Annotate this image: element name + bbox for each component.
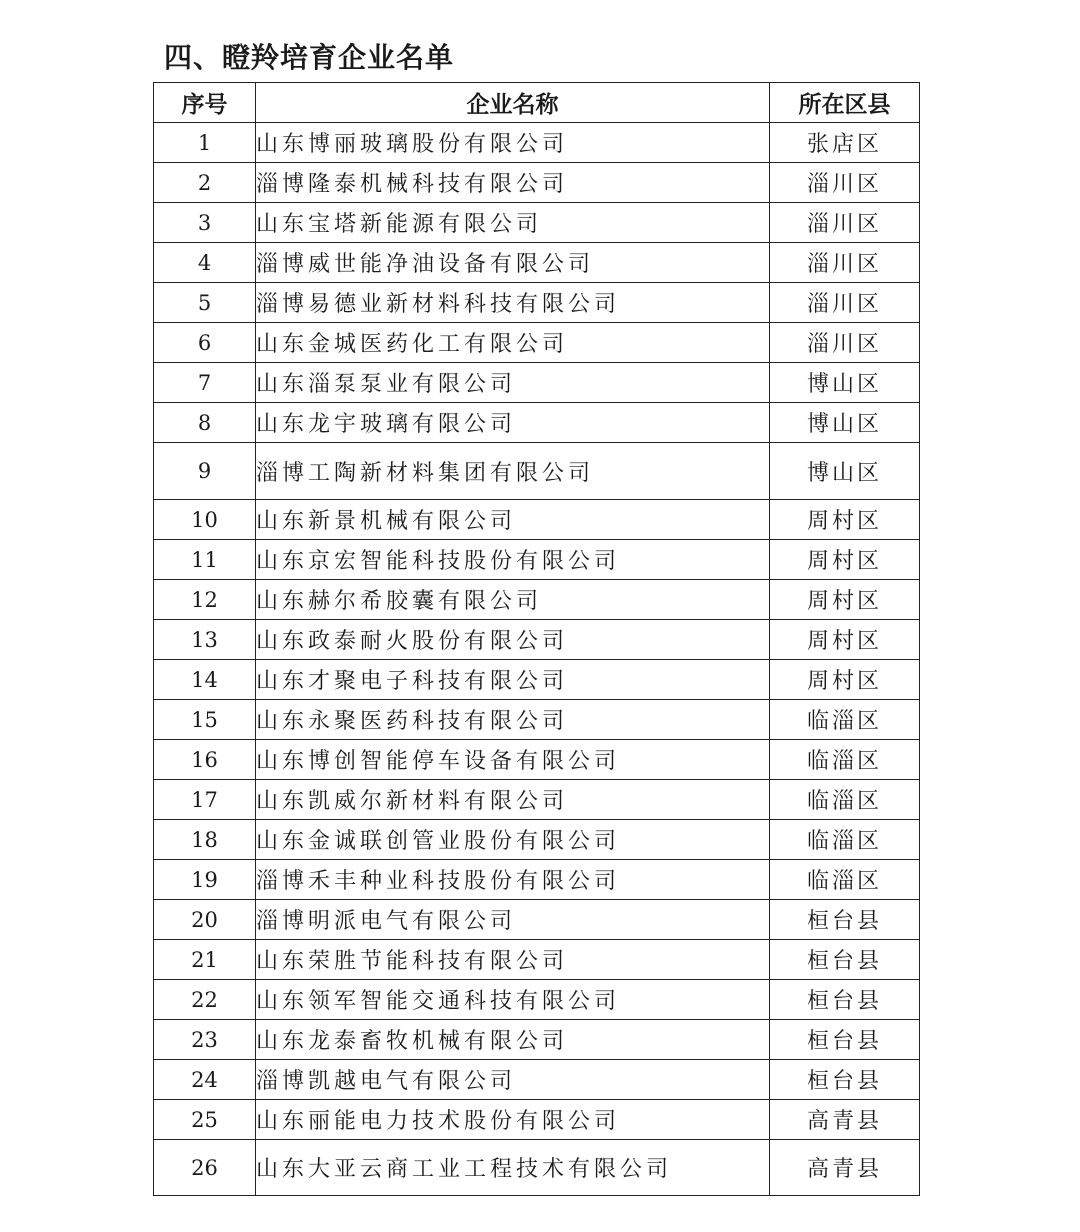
row-district: 淄川区	[770, 243, 920, 283]
table-row	[154, 860, 920, 900]
row-company-name: 山东才聚电子科技有限公司	[256, 660, 770, 700]
row-company-name: 山东大亚云商工业工程技术有限公司	[256, 1140, 770, 1196]
row-index: 20	[154, 900, 256, 940]
row-index: 7	[154, 363, 256, 403]
row-district: 张店区	[770, 123, 920, 163]
enterprise-table	[153, 82, 920, 1196]
row-district: 桓台县	[770, 900, 920, 940]
row-district: 桓台县	[770, 1020, 920, 1060]
row-district: 桓台县	[770, 980, 920, 1020]
row-index: 4	[154, 243, 256, 283]
table-row	[154, 283, 920, 323]
row-index: 3	[154, 203, 256, 243]
table-row	[154, 243, 920, 283]
row-company-name: 山东凯威尔新材料有限公司	[256, 780, 770, 820]
row-district: 博山区	[770, 443, 920, 500]
header-district: 所在区县	[770, 83, 920, 123]
table-row	[154, 1060, 920, 1100]
table-body	[154, 123, 920, 1196]
row-company-name: 山东荣胜节能科技有限公司	[256, 940, 770, 980]
row-district: 高青县	[770, 1140, 920, 1196]
table-row	[154, 660, 920, 700]
table-row	[154, 940, 920, 980]
row-index: 23	[154, 1020, 256, 1060]
table-row	[154, 1100, 920, 1140]
row-district: 淄川区	[770, 163, 920, 203]
row-index: 17	[154, 780, 256, 820]
row-company-name: 山东京宏智能科技股份有限公司	[256, 540, 770, 580]
row-company-name: 山东丽能电力技术股份有限公司	[256, 1100, 770, 1140]
row-index: 21	[154, 940, 256, 980]
page-title: 四、瞪羚培育企业名单	[164, 41, 455, 74]
row-company-name: 淄博威世能净油设备有限公司	[256, 243, 770, 283]
row-company-name: 山东永聚医药科技有限公司	[256, 700, 770, 740]
row-district: 周村区	[770, 500, 920, 540]
table-row	[154, 820, 920, 860]
row-index: 5	[154, 283, 256, 323]
row-district: 桓台县	[770, 940, 920, 980]
row-company-name: 山东龙宇玻璃有限公司	[256, 403, 770, 443]
row-company-name: 山东博丽玻璃股份有限公司	[256, 123, 770, 163]
row-company-name: 山东宝塔新能源有限公司	[256, 203, 770, 243]
row-index: 15	[154, 700, 256, 740]
table-row	[154, 1140, 920, 1196]
row-index: 14	[154, 660, 256, 700]
table-row	[154, 203, 920, 243]
row-index: 24	[154, 1060, 256, 1100]
row-company-name: 淄博凯越电气有限公司	[256, 1060, 770, 1100]
table-header-row	[154, 83, 920, 123]
row-company-name: 淄博隆泰机械科技有限公司	[256, 163, 770, 203]
row-company-name: 山东新景机械有限公司	[256, 500, 770, 540]
row-company-name: 淄博易德业新材料科技有限公司	[256, 283, 770, 323]
row-district: 临淄区	[770, 860, 920, 900]
row-district: 临淄区	[770, 700, 920, 740]
row-district: 淄川区	[770, 283, 920, 323]
row-district: 博山区	[770, 403, 920, 443]
row-index: 19	[154, 860, 256, 900]
table-row	[154, 540, 920, 580]
row-index: 22	[154, 980, 256, 1020]
header-company-name: 企业名称	[256, 83, 770, 123]
row-index: 12	[154, 580, 256, 620]
row-company-name: 淄博工陶新材料集团有限公司	[256, 443, 770, 500]
row-company-name: 山东赫尔希胶囊有限公司	[256, 580, 770, 620]
row-company-name: 淄博明派电气有限公司	[256, 900, 770, 940]
row-district: 博山区	[770, 363, 920, 403]
row-index: 18	[154, 820, 256, 860]
table-row	[154, 580, 920, 620]
row-district: 高青县	[770, 1100, 920, 1140]
table-row	[154, 163, 920, 203]
row-company-name: 山东政泰耐火股份有限公司	[256, 620, 770, 660]
row-district: 淄川区	[770, 323, 920, 363]
table-row	[154, 740, 920, 780]
row-district: 临淄区	[770, 820, 920, 860]
row-index: 9	[154, 443, 256, 500]
row-district: 桓台县	[770, 1060, 920, 1100]
table-row	[154, 980, 920, 1020]
row-company-name: 山东金城医药化工有限公司	[256, 323, 770, 363]
table-row	[154, 123, 920, 163]
row-index: 8	[154, 403, 256, 443]
table-row	[154, 780, 920, 820]
row-index: 10	[154, 500, 256, 540]
table-row	[154, 700, 920, 740]
table-row	[154, 443, 920, 500]
row-index: 11	[154, 540, 256, 580]
row-company-name: 淄博禾丰种业科技股份有限公司	[256, 860, 770, 900]
table-row	[154, 900, 920, 940]
row-district: 临淄区	[770, 740, 920, 780]
table-row	[154, 1020, 920, 1060]
row-index: 2	[154, 163, 256, 203]
table-row	[154, 620, 920, 660]
row-company-name: 山东淄泵泵业有限公司	[256, 363, 770, 403]
header-index: 序号	[154, 83, 256, 123]
row-district: 周村区	[770, 660, 920, 700]
row-index: 13	[154, 620, 256, 660]
table-row	[154, 323, 920, 363]
row-company-name: 山东龙泰畜牧机械有限公司	[256, 1020, 770, 1060]
table-row	[154, 363, 920, 403]
row-district: 周村区	[770, 620, 920, 660]
row-district: 周村区	[770, 540, 920, 580]
row-index: 26	[154, 1140, 256, 1196]
table-row	[154, 403, 920, 443]
table-row	[154, 500, 920, 540]
row-district: 临淄区	[770, 780, 920, 820]
row-index: 25	[154, 1100, 256, 1140]
row-district: 周村区	[770, 580, 920, 620]
row-index: 6	[154, 323, 256, 363]
row-index: 1	[154, 123, 256, 163]
row-index: 16	[154, 740, 256, 780]
row-district: 淄川区	[770, 203, 920, 243]
row-company-name: 山东博创智能停车设备有限公司	[256, 740, 770, 780]
row-company-name: 山东领军智能交通科技有限公司	[256, 980, 770, 1020]
row-company-name: 山东金诚联创管业股份有限公司	[256, 820, 770, 860]
